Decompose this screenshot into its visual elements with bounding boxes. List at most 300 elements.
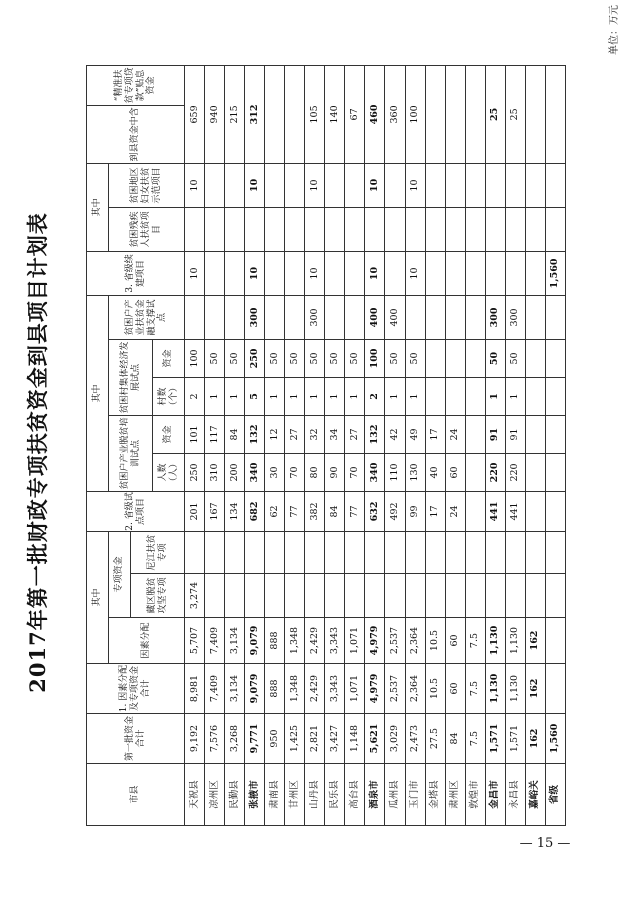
header-special-funds: 专项资金 xyxy=(109,531,131,617)
table-cell xyxy=(445,339,465,377)
row-county-name: 天祝县 xyxy=(185,764,205,826)
table-cell xyxy=(465,574,485,618)
table-cell: 140 xyxy=(325,65,345,163)
table-cell xyxy=(325,574,345,618)
table-cell xyxy=(225,207,245,251)
table-cell: 10.5 xyxy=(425,664,445,714)
table-cell: 42 xyxy=(385,415,405,453)
table-cell: 84 xyxy=(445,714,465,764)
table-cell: 382 xyxy=(305,491,325,531)
table-cell xyxy=(445,163,465,207)
table-cell: 25 xyxy=(485,65,505,163)
table-cell: 220 xyxy=(505,453,525,491)
header-factor-total: 1. 因素分配及专项资金合计 xyxy=(87,664,185,714)
table-cell: 77 xyxy=(345,491,365,531)
table-row xyxy=(365,65,385,825)
table-cell xyxy=(365,207,385,251)
table-row xyxy=(205,65,225,825)
table-cell xyxy=(525,339,545,377)
table-row xyxy=(285,65,305,825)
table-cell: 8,981 xyxy=(185,664,205,714)
row-county-name: 肃州区 xyxy=(445,764,465,826)
header-of-which-3: 其中 xyxy=(87,163,109,251)
table-cell: 460 xyxy=(365,65,385,163)
table-cell: 2,364 xyxy=(405,664,425,714)
table-row xyxy=(425,65,445,825)
table-cell xyxy=(505,207,525,251)
table-cell xyxy=(505,163,525,207)
table-cell xyxy=(245,574,265,618)
table-row xyxy=(225,65,245,825)
table-cell: 101 xyxy=(185,415,205,453)
table-cell xyxy=(285,65,305,163)
row-county-name: 高台县 xyxy=(345,764,365,826)
table-row xyxy=(305,65,325,825)
table-cell: 300 xyxy=(505,295,525,339)
table-cell: 220 xyxy=(485,453,505,491)
table-cell xyxy=(425,163,445,207)
table-cell: 1 xyxy=(265,377,285,415)
page-title: 2017年第一批财政专项扶贫资金到县项目计划表 xyxy=(25,212,50,693)
table-cell: 2,821 xyxy=(305,714,325,764)
table-cell: 10 xyxy=(365,251,385,295)
table-cell: 50 xyxy=(485,339,505,377)
table-cell xyxy=(285,295,305,339)
table-row xyxy=(245,65,265,825)
table-cell: 60 xyxy=(445,618,465,664)
table-cell: 7,409 xyxy=(205,618,225,664)
table-cell: 50 xyxy=(345,339,365,377)
table-cell: 50 xyxy=(225,339,245,377)
table-cell: 2 xyxy=(365,377,385,415)
table-cell xyxy=(205,207,225,251)
table-cell: 49 xyxy=(405,415,425,453)
table-cell: 340 xyxy=(245,453,265,491)
table-cell: 7,576 xyxy=(205,714,225,764)
table-cell: 1 xyxy=(405,377,425,415)
table-cell: 10 xyxy=(365,163,385,207)
table-cell: 1 xyxy=(225,377,245,415)
page-number: — 15 — xyxy=(519,836,571,851)
table-cell: 1,130 xyxy=(485,618,505,664)
table-cell: 250 xyxy=(245,339,265,377)
table-cell: 1,071 xyxy=(345,618,365,664)
table-cell xyxy=(385,207,405,251)
table-cell: 1,071 xyxy=(345,664,365,714)
table-cell xyxy=(425,65,445,163)
header-collective-pilot: 贫困村集体经济发展试点 xyxy=(109,339,153,415)
funding-table xyxy=(86,65,566,826)
row-county-name: 金塔县 xyxy=(425,764,445,826)
header-tibet-special: 藏区脱贫攻坚专项 xyxy=(131,574,185,618)
table-row xyxy=(525,65,545,825)
table-cell: 5,707 xyxy=(185,618,205,664)
table-cell: 34 xyxy=(325,415,345,453)
table-cell: 50 xyxy=(405,339,425,377)
table-row xyxy=(345,65,365,825)
table-cell xyxy=(545,453,565,491)
table-cell xyxy=(285,531,305,573)
table-cell: 340 xyxy=(365,453,385,491)
header-pilot: 2. 省级试点项目 xyxy=(87,491,185,531)
table-row xyxy=(485,65,505,825)
table-cell: 659 xyxy=(185,65,205,163)
table-cell xyxy=(265,163,285,207)
table-cell xyxy=(425,531,445,573)
table-cell xyxy=(265,251,285,295)
table-cell xyxy=(465,339,485,377)
table-cell: 1 xyxy=(505,377,525,415)
table-cell: 27.5 xyxy=(425,714,445,764)
table-cell: 162 xyxy=(525,714,545,764)
row-county-name: 省级 xyxy=(545,764,565,826)
table-cell: 1,348 xyxy=(285,664,305,714)
table-cell xyxy=(545,163,565,207)
table-cell: 10.5 xyxy=(425,618,445,664)
table-cell: 7.5 xyxy=(465,618,485,664)
table-cell xyxy=(485,251,505,295)
table-cell xyxy=(525,65,545,163)
table-cell xyxy=(525,574,545,618)
table-cell xyxy=(265,207,285,251)
table-cell xyxy=(205,163,225,207)
table-cell xyxy=(265,65,285,163)
table-cell: 1 xyxy=(205,377,225,415)
table-cell xyxy=(505,574,525,618)
table-cell: 3,343 xyxy=(325,664,345,714)
table-cell: 2,429 xyxy=(305,664,325,714)
table-cell: 3,029 xyxy=(385,714,405,764)
table-cell: 215 xyxy=(225,65,245,163)
table-cell: 360 xyxy=(385,65,405,163)
table-cell xyxy=(445,207,465,251)
table-cell: 50 xyxy=(205,339,225,377)
table-cell xyxy=(385,163,405,207)
table-cell: 10 xyxy=(245,163,265,207)
table-cell xyxy=(485,163,505,207)
table-cell: 7.5 xyxy=(465,714,485,764)
table-cell: 132 xyxy=(365,415,385,453)
header-arrival-label: 到县资金中含 xyxy=(87,105,185,163)
table-cell xyxy=(285,251,305,295)
table-cell: 400 xyxy=(385,295,405,339)
table-cell xyxy=(185,531,205,573)
table-cell: 3,134 xyxy=(225,664,245,714)
table-cell: 24 xyxy=(445,415,465,453)
table-cell: 4,979 xyxy=(365,664,385,714)
table-cell xyxy=(545,531,565,573)
table-cell: 50 xyxy=(505,339,525,377)
table-cell: 77 xyxy=(285,491,305,531)
table-cell: 250 xyxy=(185,453,205,491)
table-cell xyxy=(425,207,445,251)
table-cell: 682 xyxy=(245,491,265,531)
table-cell xyxy=(545,415,565,453)
table-cell: 84 xyxy=(325,491,345,531)
table-cell xyxy=(525,377,545,415)
table-cell xyxy=(465,491,485,531)
table-cell xyxy=(465,453,485,491)
table-cell: 100 xyxy=(185,339,205,377)
table-cell xyxy=(525,415,545,453)
table-cell xyxy=(445,531,465,573)
table-cell xyxy=(405,574,425,618)
table-cell xyxy=(305,531,325,573)
table-cell xyxy=(385,531,405,573)
table-cell xyxy=(505,531,525,573)
table-cell xyxy=(545,377,565,415)
table-cell xyxy=(205,531,225,573)
table-cell xyxy=(525,453,545,491)
table-cell: 17 xyxy=(425,491,445,531)
table-cell: 441 xyxy=(485,491,505,531)
table-cell: 162 xyxy=(525,618,545,664)
table-cell xyxy=(325,163,345,207)
table-cell: 91 xyxy=(505,415,525,453)
table-cell xyxy=(545,65,565,163)
table-cell: 9,079 xyxy=(245,664,265,714)
table-cell: 310 xyxy=(205,453,225,491)
table-cell: 312 xyxy=(245,65,265,163)
table-cell xyxy=(365,574,385,618)
row-county-name: 凉州区 xyxy=(205,764,225,826)
header-of-which-1: 其中 xyxy=(87,531,109,663)
table-cell xyxy=(545,491,565,531)
header-collective-funds: 资金 xyxy=(153,339,185,377)
table-cell: 130 xyxy=(405,453,425,491)
table-cell xyxy=(225,574,245,618)
table-cell xyxy=(465,207,485,251)
table-cell: 10 xyxy=(305,251,325,295)
unit-label: 单位：万元 xyxy=(609,5,620,55)
header-nijiang-special: 尼江扶贫专项 xyxy=(131,531,185,573)
table-cell: 60 xyxy=(445,453,465,491)
table-cell: 99 xyxy=(405,491,425,531)
table-cell: 24 xyxy=(445,491,465,531)
table-cell xyxy=(325,251,345,295)
header-women: 贫困地区妇女扶贫示范项目 xyxy=(109,163,185,207)
table-cell: 632 xyxy=(365,491,385,531)
table-cell: 40 xyxy=(425,453,445,491)
table-cell: 1,130 xyxy=(485,664,505,714)
table-cell xyxy=(385,574,405,618)
table-cell xyxy=(485,531,505,573)
table-cell: 25 xyxy=(505,65,525,163)
table-cell xyxy=(545,664,565,714)
table-cell: 10 xyxy=(405,251,425,295)
table-cell xyxy=(325,295,345,339)
table-cell xyxy=(325,531,345,573)
table-cell: 1 xyxy=(285,377,305,415)
table-cell: 400 xyxy=(365,295,385,339)
table-cell: 132 xyxy=(245,415,265,453)
header-factor: 因素分配 xyxy=(109,618,185,664)
table-cell xyxy=(485,574,505,618)
table-cell xyxy=(465,163,485,207)
table-cell: 90 xyxy=(325,453,345,491)
table-cell xyxy=(265,574,285,618)
table-cell: 9,192 xyxy=(185,714,205,764)
table-cell xyxy=(525,251,545,295)
table-cell: 32 xyxy=(305,415,325,453)
table-cell xyxy=(345,295,365,339)
row-county-name: 张掖市 xyxy=(245,764,265,826)
table-cell xyxy=(225,531,245,573)
table-cell xyxy=(505,251,525,295)
table-cell: 300 xyxy=(305,295,325,339)
table-cell: 80 xyxy=(305,453,325,491)
table-cell: 70 xyxy=(285,453,305,491)
table-cell xyxy=(225,295,245,339)
table-cell: 7,409 xyxy=(205,664,225,714)
table-cell xyxy=(245,207,265,251)
row-county-name: 民乐县 xyxy=(325,764,345,826)
table-cell xyxy=(405,207,425,251)
table-cell: 441 xyxy=(505,491,525,531)
table-cell xyxy=(305,207,325,251)
table-cell: 50 xyxy=(385,339,405,377)
table-body xyxy=(185,65,566,825)
table-cell: 950 xyxy=(265,714,285,764)
table-cell: 162 xyxy=(525,664,545,714)
header-disabled: 贫困残疾人扶贫项目 xyxy=(109,207,185,251)
table-cell: 110 xyxy=(385,453,405,491)
table-cell xyxy=(345,574,365,618)
row-county-name: 金昌市 xyxy=(485,764,505,826)
table-cell: 100 xyxy=(365,339,385,377)
table-cell: 12 xyxy=(265,415,285,453)
header-construction: 3. 省级续建项目 xyxy=(87,251,185,295)
table-cell: 888 xyxy=(265,618,285,664)
table-cell: 1,571 xyxy=(505,714,525,764)
header-collective-villages: 村数（个） xyxy=(153,377,185,415)
table-cell xyxy=(345,251,365,295)
table-cell: 62 xyxy=(265,491,285,531)
table-cell: 167 xyxy=(205,491,225,531)
row-county-name: 敦煌市 xyxy=(465,764,485,826)
table-cell xyxy=(545,618,565,664)
table-cell xyxy=(545,295,565,339)
table-cell: 2,429 xyxy=(305,618,325,664)
table-cell xyxy=(445,574,465,618)
table-cell xyxy=(205,574,225,618)
table-cell xyxy=(465,377,485,415)
table-cell: 10 xyxy=(245,251,265,295)
table-cell: 50 xyxy=(285,339,305,377)
table-cell: 1,130 xyxy=(505,618,525,664)
table-cell: 100 xyxy=(405,65,425,163)
table-cell xyxy=(225,163,245,207)
table-cell: 1,560 xyxy=(545,714,565,764)
table-cell xyxy=(465,531,485,573)
table-row xyxy=(325,65,345,825)
table-cell xyxy=(545,207,565,251)
table-cell: 9,079 xyxy=(245,618,265,664)
table-cell xyxy=(465,415,485,453)
table-row xyxy=(505,65,525,825)
table-row xyxy=(385,65,405,825)
table-cell xyxy=(265,531,285,573)
table-cell xyxy=(345,207,365,251)
table-cell: 60 xyxy=(445,664,465,714)
table-cell: 200 xyxy=(225,453,245,491)
table-cell: 70 xyxy=(345,453,365,491)
table-cell xyxy=(345,163,365,207)
table-cell: 201 xyxy=(185,491,205,531)
row-county-name: 山丹县 xyxy=(305,764,325,826)
table-cell xyxy=(225,251,245,295)
row-county-name: 甘州区 xyxy=(285,764,305,826)
table-row xyxy=(405,65,425,825)
table-cell: 2,537 xyxy=(385,664,405,714)
header-training-pilot: 贫困户产业脱贫培训试点 xyxy=(109,415,153,491)
table-cell xyxy=(525,491,545,531)
row-county-name: 玉门市 xyxy=(405,764,425,826)
table-cell xyxy=(485,207,505,251)
table-cell xyxy=(405,295,425,339)
table-cell: 1 xyxy=(305,377,325,415)
table-cell xyxy=(285,163,305,207)
table-cell xyxy=(445,295,465,339)
table-cell: 9,771 xyxy=(245,714,265,764)
table-cell: 10 xyxy=(185,163,205,207)
table-cell: 2,473 xyxy=(405,714,425,764)
table-cell xyxy=(525,207,545,251)
table-cell xyxy=(525,295,545,339)
table-cell xyxy=(465,295,485,339)
table-cell: 3,427 xyxy=(325,714,345,764)
table-cell: 1,130 xyxy=(505,664,525,714)
table-cell xyxy=(445,377,465,415)
row-county-name: 民勤县 xyxy=(225,764,245,826)
table-cell: 3,268 xyxy=(225,714,245,764)
table-cell xyxy=(525,531,545,573)
table-cell: 1,348 xyxy=(285,618,305,664)
table-cell: 2,537 xyxy=(385,618,405,664)
table-cell: 300 xyxy=(485,295,505,339)
table-cell: 2,364 xyxy=(405,618,425,664)
header-training-persons: 人数（人） xyxy=(153,453,185,491)
table-cell: 17 xyxy=(425,415,445,453)
table-cell xyxy=(285,207,305,251)
table-cell xyxy=(205,295,225,339)
header-of-which-2: 其中 xyxy=(87,295,109,491)
table-cell xyxy=(425,574,445,618)
table-cell xyxy=(425,251,445,295)
table-cell: 1 xyxy=(325,377,345,415)
table-cell: 27 xyxy=(345,415,365,453)
table-cell: 5,621 xyxy=(365,714,385,764)
table-cell xyxy=(265,295,285,339)
table-cell: 2 xyxy=(185,377,205,415)
table-cell: 117 xyxy=(205,415,225,453)
table-cell xyxy=(325,207,345,251)
table-cell xyxy=(425,295,445,339)
table-header xyxy=(87,65,185,825)
table-row xyxy=(545,65,565,825)
table-cell: 5 xyxy=(245,377,265,415)
table-cell: 940 xyxy=(205,65,225,163)
table-cell: 1,425 xyxy=(285,714,305,764)
table-cell: 1 xyxy=(485,377,505,415)
table-cell: 7.5 xyxy=(465,664,485,714)
table-cell: 3,343 xyxy=(325,618,345,664)
table-cell xyxy=(305,574,325,618)
table-cell xyxy=(405,531,425,573)
row-county-name: 嘉峪关 xyxy=(525,764,545,826)
table-cell: 10 xyxy=(305,163,325,207)
table-row xyxy=(465,65,485,825)
